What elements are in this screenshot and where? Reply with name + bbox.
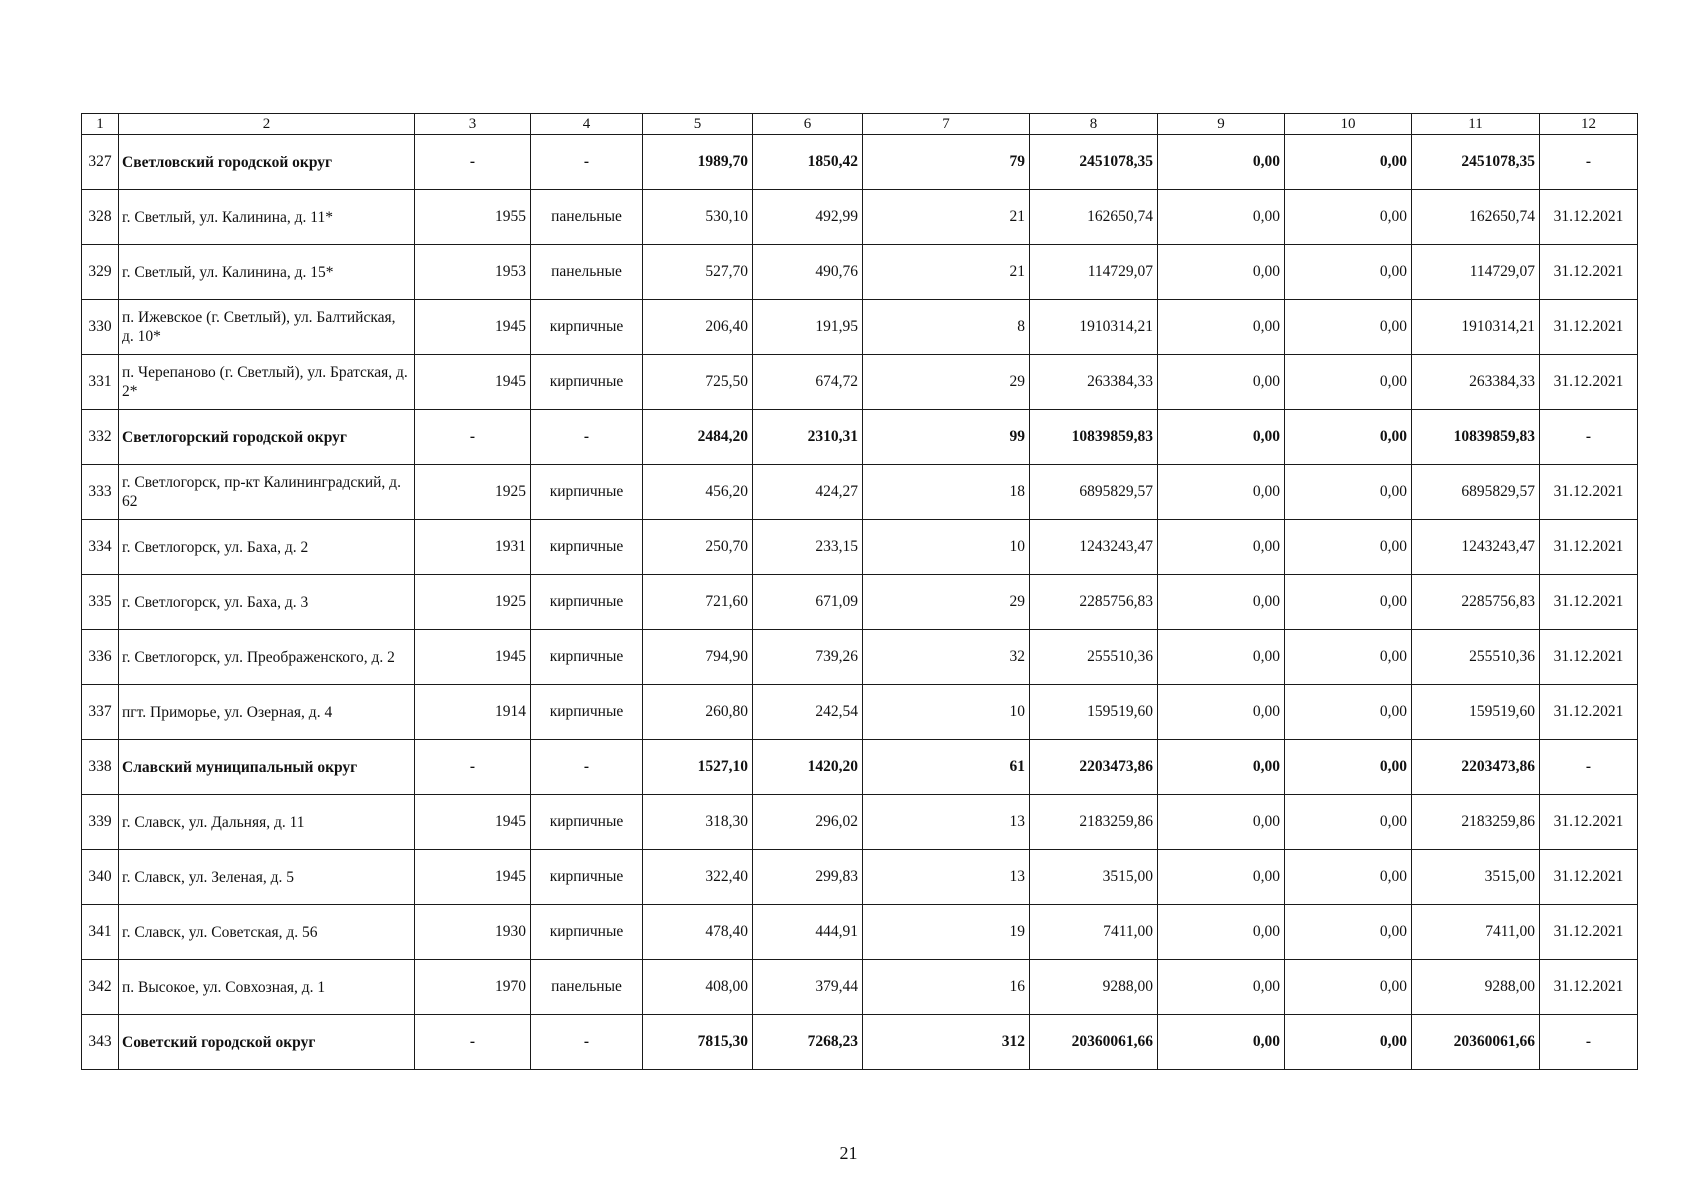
total-area: 725,50 — [643, 355, 753, 410]
cost-fund: 0,00 — [1158, 520, 1285, 575]
address: Светлогорский городской округ — [119, 410, 415, 465]
total-area: 456,20 — [643, 465, 753, 520]
cost-other: 263384,33 — [1412, 355, 1540, 410]
residents: 21 — [863, 190, 1030, 245]
wall-material: кирпичные — [531, 575, 643, 630]
column-number: 11 — [1412, 114, 1540, 135]
wall-material: - — [531, 740, 643, 795]
table-row — [82, 685, 1638, 740]
row-number: 340 — [82, 850, 119, 905]
cost-fund: 0,00 — [1158, 685, 1285, 740]
wall-material: - — [531, 410, 643, 465]
cost-budget: 0,00 — [1285, 575, 1412, 630]
address: п. Высокое, ул. Совхозная, д. 1 — [119, 960, 415, 1015]
cost-budget: 0,00 — [1285, 520, 1412, 575]
cost-budget: 0,00 — [1285, 905, 1412, 960]
cost-budget: 0,00 — [1285, 960, 1412, 1015]
wall-material: кирпичные — [531, 465, 643, 520]
year-built: 1970 — [415, 960, 531, 1015]
wall-material: панельные — [531, 960, 643, 1015]
cost-budget: 0,00 — [1285, 245, 1412, 300]
residents: 99 — [863, 410, 1030, 465]
total-area: 318,30 — [643, 795, 753, 850]
year-built: 1931 — [415, 520, 531, 575]
deadline-date: 31.12.2021 — [1540, 905, 1638, 960]
wall-material: кирпичные — [531, 905, 643, 960]
living-area: 739,26 — [753, 630, 863, 685]
cost-budget: 0,00 — [1285, 190, 1412, 245]
cost-other: 159519,60 — [1412, 685, 1540, 740]
total-area: 794,90 — [643, 630, 753, 685]
total-area: 408,00 — [643, 960, 753, 1015]
column-number: 8 — [1030, 114, 1158, 135]
total-area: 527,70 — [643, 245, 753, 300]
cost-budget: 0,00 — [1285, 1015, 1412, 1070]
table-row — [82, 465, 1638, 520]
row-number: 338 — [82, 740, 119, 795]
cost-fund: 0,00 — [1158, 740, 1285, 795]
address: г. Светлый, ул. Калинина, д. 15* — [119, 245, 415, 300]
wall-material: - — [531, 135, 643, 190]
cost-other: 114729,07 — [1412, 245, 1540, 300]
column-number: 12 — [1540, 114, 1638, 135]
row-number: 328 — [82, 190, 119, 245]
table-row — [82, 355, 1638, 410]
residents: 29 — [863, 575, 1030, 630]
table-row — [82, 245, 1638, 300]
cost-fund: 0,00 — [1158, 355, 1285, 410]
cost-total: 162650,74 — [1030, 190, 1158, 245]
row-number: 335 — [82, 575, 119, 630]
cost-fund: 0,00 — [1158, 1015, 1285, 1070]
living-area: 492,99 — [753, 190, 863, 245]
total-area: 721,60 — [643, 575, 753, 630]
cost-fund: 0,00 — [1158, 245, 1285, 300]
cost-total: 2285756,83 — [1030, 575, 1158, 630]
wall-material: - — [531, 1015, 643, 1070]
year-built: - — [415, 410, 531, 465]
cost-fund: 0,00 — [1158, 905, 1285, 960]
deadline-date: 31.12.2021 — [1540, 355, 1638, 410]
residents: 13 — [863, 850, 1030, 905]
year-built: 1945 — [415, 355, 531, 410]
total-area: 1989,70 — [643, 135, 753, 190]
cost-budget: 0,00 — [1285, 465, 1412, 520]
total-area: 478,40 — [643, 905, 753, 960]
page-number: 21 — [839, 1143, 858, 1163]
year-built: 1945 — [415, 630, 531, 685]
address: г. Светлогорск, пр-кт Калининградский, д. 62 — [119, 465, 415, 520]
cost-total: 9288,00 — [1030, 960, 1158, 1015]
cost-total: 2183259,86 — [1030, 795, 1158, 850]
year-built: 1914 — [415, 685, 531, 740]
year-built: 1955 — [415, 190, 531, 245]
cost-budget: 0,00 — [1285, 850, 1412, 905]
wall-material: кирпичные — [531, 355, 643, 410]
cost-other: 3515,00 — [1412, 850, 1540, 905]
year-built: 1945 — [415, 850, 531, 905]
table-row — [82, 575, 1638, 630]
row-number: 336 — [82, 630, 119, 685]
living-area: 1850,42 — [753, 135, 863, 190]
cost-budget: 0,00 — [1285, 795, 1412, 850]
column-number: 10 — [1285, 114, 1412, 135]
residents: 19 — [863, 905, 1030, 960]
year-built: - — [415, 135, 531, 190]
cost-total: 159519,60 — [1030, 685, 1158, 740]
address: г. Светлогорск, ул. Баха, д. 2 — [119, 520, 415, 575]
column-number: 3 — [415, 114, 531, 135]
total-area: 1527,10 — [643, 740, 753, 795]
year-built: 1945 — [415, 300, 531, 355]
cost-other: 10839859,83 — [1412, 410, 1540, 465]
row-number: 329 — [82, 245, 119, 300]
wall-material: кирпичные — [531, 850, 643, 905]
cost-total: 1243243,47 — [1030, 520, 1158, 575]
cost-other: 1243243,47 — [1412, 520, 1540, 575]
district-total-row — [82, 740, 1638, 795]
living-area: 1420,20 — [753, 740, 863, 795]
living-area: 242,54 — [753, 685, 863, 740]
row-number: 343 — [82, 1015, 119, 1070]
residents: 8 — [863, 300, 1030, 355]
address: пгт. Приморье, ул. Озерная, д. 4 — [119, 685, 415, 740]
total-area: 322,40 — [643, 850, 753, 905]
cost-other: 255510,36 — [1412, 630, 1540, 685]
row-number: 334 — [82, 520, 119, 575]
district-total-row — [82, 1015, 1638, 1070]
residents: 21 — [863, 245, 1030, 300]
deadline-date: - — [1540, 740, 1638, 795]
cost-other: 2203473,86 — [1412, 740, 1540, 795]
cost-total: 6895829,57 — [1030, 465, 1158, 520]
wall-material: кирпичные — [531, 630, 643, 685]
living-area: 444,91 — [753, 905, 863, 960]
table-row — [82, 850, 1638, 905]
cost-fund: 0,00 — [1158, 795, 1285, 850]
living-area: 2310,31 — [753, 410, 863, 465]
deadline-date: - — [1540, 135, 1638, 190]
table-row — [82, 905, 1638, 960]
year-built: 1945 — [415, 795, 531, 850]
year-built: 1953 — [415, 245, 531, 300]
wall-material: панельные — [531, 190, 643, 245]
column-number-row — [82, 114, 1638, 135]
row-number: 337 — [82, 685, 119, 740]
year-built: - — [415, 1015, 531, 1070]
table-row — [82, 795, 1638, 850]
address: г. Светлый, ул. Калинина, д. 11* — [119, 190, 415, 245]
row-number: 333 — [82, 465, 119, 520]
year-built: 1930 — [415, 905, 531, 960]
column-number: 9 — [1158, 114, 1285, 135]
wall-material: панельные — [531, 245, 643, 300]
address: п. Ижевское (г. Светлый), ул. Балтийская, д. 10* — [119, 300, 415, 355]
cost-other: 6895829,57 — [1412, 465, 1540, 520]
cost-total: 10839859,83 — [1030, 410, 1158, 465]
cost-total: 2203473,86 — [1030, 740, 1158, 795]
cost-fund: 0,00 — [1158, 190, 1285, 245]
residents: 312 — [863, 1015, 1030, 1070]
year-built: 1925 — [415, 465, 531, 520]
row-number: 331 — [82, 355, 119, 410]
cost-total: 2451078,35 — [1030, 135, 1158, 190]
deadline-date: 31.12.2021 — [1540, 245, 1638, 300]
row-number: 330 — [82, 300, 119, 355]
table-row — [82, 960, 1638, 1015]
cost-other: 20360061,66 — [1412, 1015, 1540, 1070]
cost-other: 9288,00 — [1412, 960, 1540, 1015]
living-area: 379,44 — [753, 960, 863, 1015]
residents: 10 — [863, 520, 1030, 575]
deadline-date: 31.12.2021 — [1540, 960, 1638, 1015]
deadline-date: 31.12.2021 — [1540, 685, 1638, 740]
total-area: 206,40 — [643, 300, 753, 355]
column-number: 2 — [119, 114, 415, 135]
total-area: 2484,20 — [643, 410, 753, 465]
year-built: - — [415, 740, 531, 795]
cost-total: 255510,36 — [1030, 630, 1158, 685]
wall-material: кирпичные — [531, 520, 643, 575]
cost-budget: 0,00 — [1285, 300, 1412, 355]
cost-fund: 0,00 — [1158, 630, 1285, 685]
address: г. Славск, ул. Зеленая, д. 5 — [119, 850, 415, 905]
district-total-row — [82, 135, 1638, 190]
row-number: 341 — [82, 905, 119, 960]
wall-material: кирпичные — [531, 685, 643, 740]
address: г. Славск, ул. Дальняя, д. 11 — [119, 795, 415, 850]
row-number: 332 — [82, 410, 119, 465]
cost-fund: 0,00 — [1158, 135, 1285, 190]
deadline-date: 31.12.2021 — [1540, 630, 1638, 685]
living-area: 299,83 — [753, 850, 863, 905]
address: г. Светлогорск, ул. Преображенского, д. 2 — [119, 630, 415, 685]
residents: 61 — [863, 740, 1030, 795]
residents: 29 — [863, 355, 1030, 410]
living-area: 296,02 — [753, 795, 863, 850]
cost-other: 2183259,86 — [1412, 795, 1540, 850]
deadline-date: 31.12.2021 — [1540, 795, 1638, 850]
total-area: 7815,30 — [643, 1015, 753, 1070]
district-total-row — [82, 410, 1638, 465]
residents: 16 — [863, 960, 1030, 1015]
cost-total: 20360061,66 — [1030, 1015, 1158, 1070]
cost-other: 162650,74 — [1412, 190, 1540, 245]
address: г. Славск, ул. Советская, д. 56 — [119, 905, 415, 960]
deadline-date: 31.12.2021 — [1540, 300, 1638, 355]
row-number: 339 — [82, 795, 119, 850]
row-number: 342 — [82, 960, 119, 1015]
living-area: 490,76 — [753, 245, 863, 300]
cost-total: 114729,07 — [1030, 245, 1158, 300]
cost-other: 7411,00 — [1412, 905, 1540, 960]
address: Советский городской округ — [119, 1015, 415, 1070]
address: п. Черепаново (г. Светлый), ул. Братская, д. 2* — [119, 355, 415, 410]
cost-budget: 0,00 — [1285, 410, 1412, 465]
cost-budget: 0,00 — [1285, 135, 1412, 190]
residents: 79 — [863, 135, 1030, 190]
living-area: 671,09 — [753, 575, 863, 630]
deadline-date: 31.12.2021 — [1540, 575, 1638, 630]
residents: 10 — [863, 685, 1030, 740]
column-number: 1 — [82, 114, 119, 135]
cost-other: 2285756,83 — [1412, 575, 1540, 630]
cost-fund: 0,00 — [1158, 465, 1285, 520]
table-row — [82, 520, 1638, 575]
wall-material: кирпичные — [531, 795, 643, 850]
row-number: 327 — [82, 135, 119, 190]
cost-other: 1910314,21 — [1412, 300, 1540, 355]
deadline-date: 31.12.2021 — [1540, 465, 1638, 520]
deadline-date: 31.12.2021 — [1540, 850, 1638, 905]
living-area: 191,95 — [753, 300, 863, 355]
total-area: 530,10 — [643, 190, 753, 245]
living-area: 7268,23 — [753, 1015, 863, 1070]
living-area: 424,27 — [753, 465, 863, 520]
cost-total: 3515,00 — [1030, 850, 1158, 905]
cost-total: 263384,33 — [1030, 355, 1158, 410]
column-number: 6 — [753, 114, 863, 135]
column-number: 5 — [643, 114, 753, 135]
cost-budget: 0,00 — [1285, 630, 1412, 685]
wall-material: кирпичные — [531, 300, 643, 355]
year-built: 1925 — [415, 575, 531, 630]
residents: 18 — [863, 465, 1030, 520]
total-area: 260,80 — [643, 685, 753, 740]
cost-budget: 0,00 — [1285, 685, 1412, 740]
cost-fund: 0,00 — [1158, 850, 1285, 905]
cost-fund: 0,00 — [1158, 300, 1285, 355]
cost-fund: 0,00 — [1158, 960, 1285, 1015]
cost-fund: 0,00 — [1158, 410, 1285, 465]
deadline-date: - — [1540, 1015, 1638, 1070]
total-area: 250,70 — [643, 520, 753, 575]
cost-budget: 0,00 — [1285, 355, 1412, 410]
table-row — [82, 300, 1638, 355]
cost-other: 2451078,35 — [1412, 135, 1540, 190]
table-row — [82, 190, 1638, 245]
address: Славский муниципальный округ — [119, 740, 415, 795]
cost-total: 1910314,21 — [1030, 300, 1158, 355]
living-area: 674,72 — [753, 355, 863, 410]
residents: 32 — [863, 630, 1030, 685]
cost-fund: 0,00 — [1158, 575, 1285, 630]
address: Светловский городской округ — [119, 135, 415, 190]
column-number: 7 — [863, 114, 1030, 135]
address: г. Светлогорск, ул. Баха, д. 3 — [119, 575, 415, 630]
table-row — [82, 630, 1638, 685]
housing-table — [81, 113, 1638, 1070]
cost-total: 7411,00 — [1030, 905, 1158, 960]
deadline-date: 31.12.2021 — [1540, 520, 1638, 575]
living-area: 233,15 — [753, 520, 863, 575]
deadline-date: 31.12.2021 — [1540, 190, 1638, 245]
column-number: 4 — [531, 114, 643, 135]
deadline-date: - — [1540, 410, 1638, 465]
residents: 13 — [863, 795, 1030, 850]
cost-budget: 0,00 — [1285, 740, 1412, 795]
